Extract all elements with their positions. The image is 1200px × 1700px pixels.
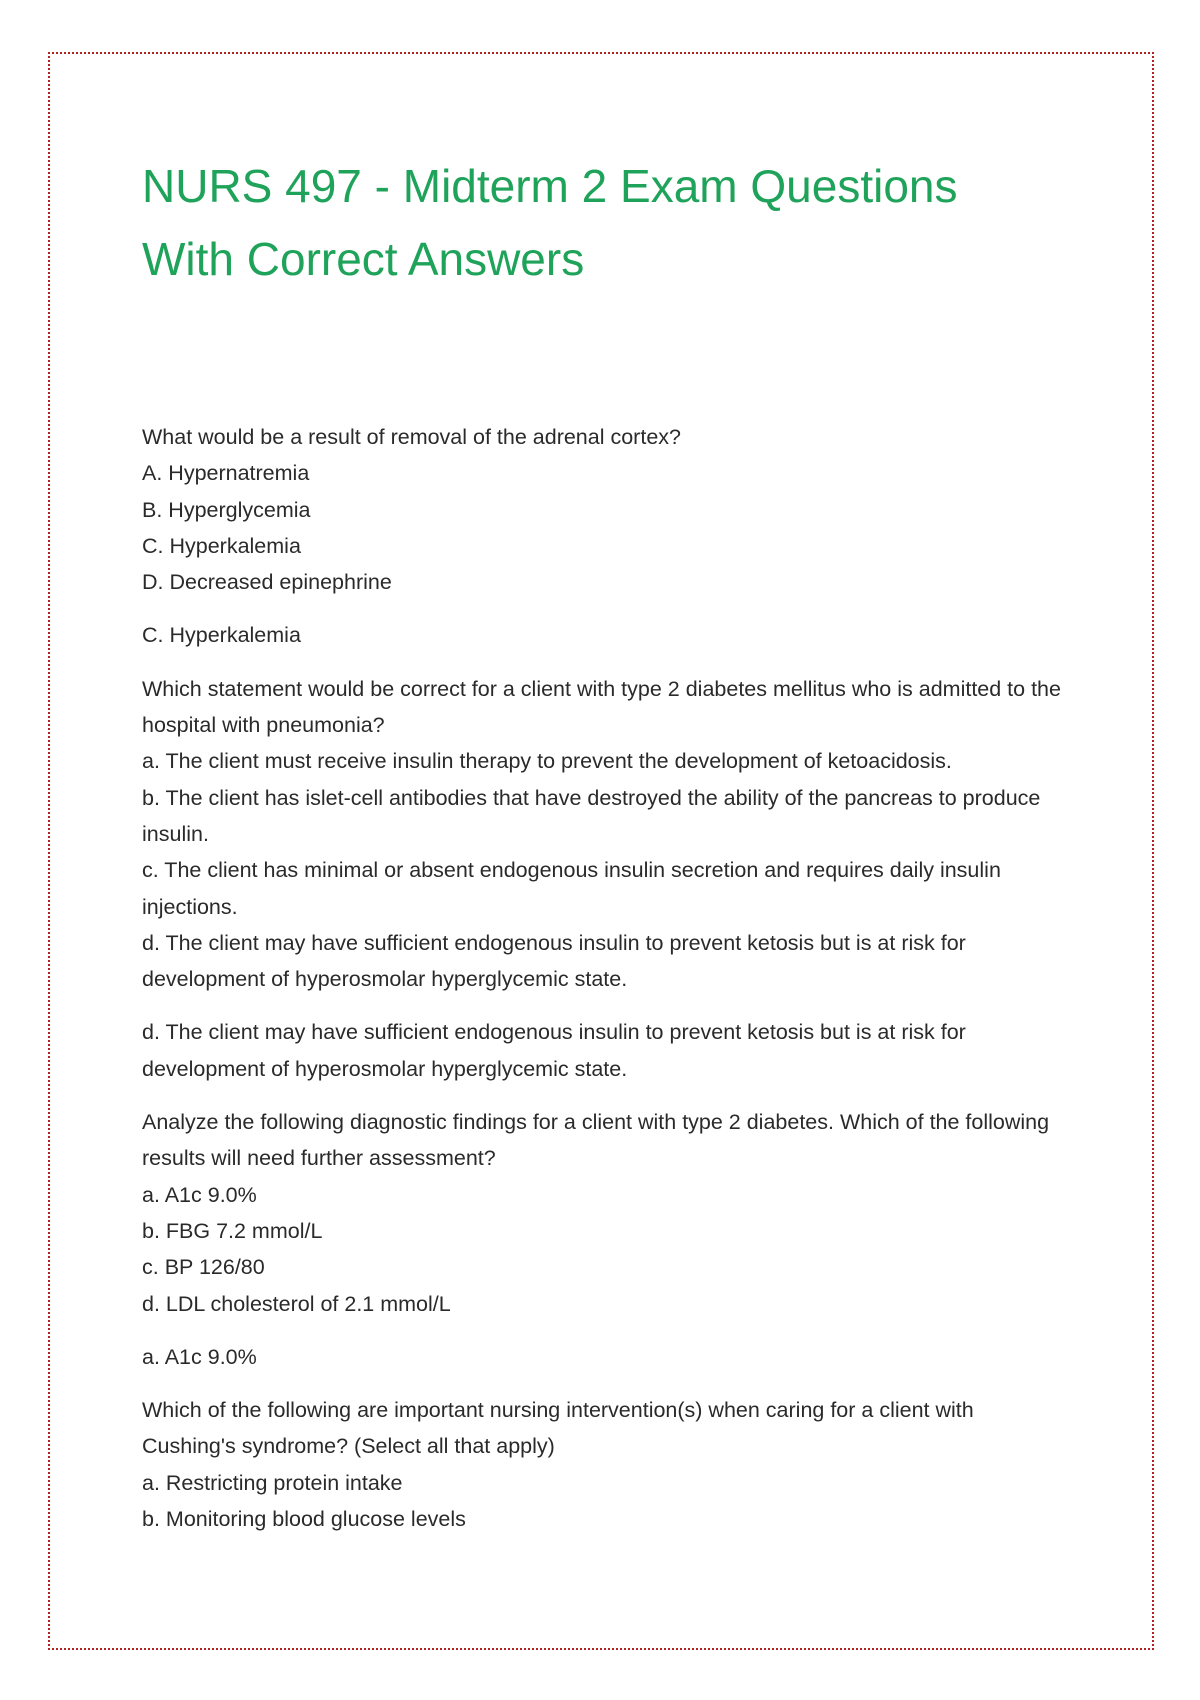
question-3 bbox=[142, 1104, 1062, 1375]
question-2 bbox=[142, 671, 1062, 1087]
answer-option: d. LDL cholesterol of 2.1 mmol/L bbox=[142, 1291, 451, 1316]
answer-option: b. FBG 7.2 mmol/L bbox=[142, 1218, 323, 1243]
document-content bbox=[142, 150, 1062, 1537]
question-list bbox=[142, 419, 1062, 1537]
answer-option: b. Monitoring blood glucose levels bbox=[142, 1507, 466, 1532]
answer-option: c. The client has minimal or absent endogenous insulin secretion and requires daily insulin injections. bbox=[142, 858, 1001, 919]
document-title: NURS 497 - Midterm 2 Exam Questions With Correct Answers bbox=[142, 160, 958, 285]
answer-option: a. A1c 9.0% bbox=[142, 1182, 257, 1207]
answer-option: b. The client has islet-cell antibodies that have destroyed the ability of the pancreas to produce insulin. bbox=[142, 785, 1041, 846]
answer-option: a. The client must receive insulin therapy to prevent the development of ketoacidosis. bbox=[142, 749, 952, 774]
question-4 bbox=[142, 1392, 1062, 1537]
answer-option: d. The client may have sufficient endogenous insulin to prevent ketosis but is at risk for development of hyperosmolar hyperglycemic state. bbox=[142, 930, 966, 992]
correct-answer: d. The client may have sufficient endogenous insulin to prevent ketosis but is at risk for development of hyperosmolar hyperglycemic state. bbox=[142, 1020, 966, 1081]
answer-option: A. Hypernatremia bbox=[142, 461, 310, 486]
answer-option: D. Decreased epinephrine bbox=[142, 570, 392, 595]
question-text: Which of the following are important nursing intervention(s) when caring for a client with Cushing's syndrome? (Select all that apply) bbox=[142, 1398, 974, 1459]
correct-answer: a. A1c 9.0% bbox=[142, 1344, 257, 1369]
answer-option: C. Hyperkalemia bbox=[142, 533, 301, 558]
correct-answer: C. Hyperkalemia bbox=[142, 623, 301, 648]
question-text: Which statement would be correct for a client with type 2 diabetes mellitus who is admitted to the hospital with pneumonia? bbox=[142, 676, 1061, 738]
answer-option: B. Hyperglycemia bbox=[142, 497, 311, 522]
answer-option: a. Restricting protein intake bbox=[142, 1470, 403, 1495]
question-1 bbox=[142, 419, 1062, 654]
question-text: What would be a result of removal of the adrenal cortex? bbox=[142, 425, 681, 449]
answer-option: c. BP 126/80 bbox=[142, 1255, 265, 1280]
question-text: Analyze the following diagnostic findings for a client with type 2 diabetes. Which of the following results will need further assessment? bbox=[142, 1110, 1050, 1171]
